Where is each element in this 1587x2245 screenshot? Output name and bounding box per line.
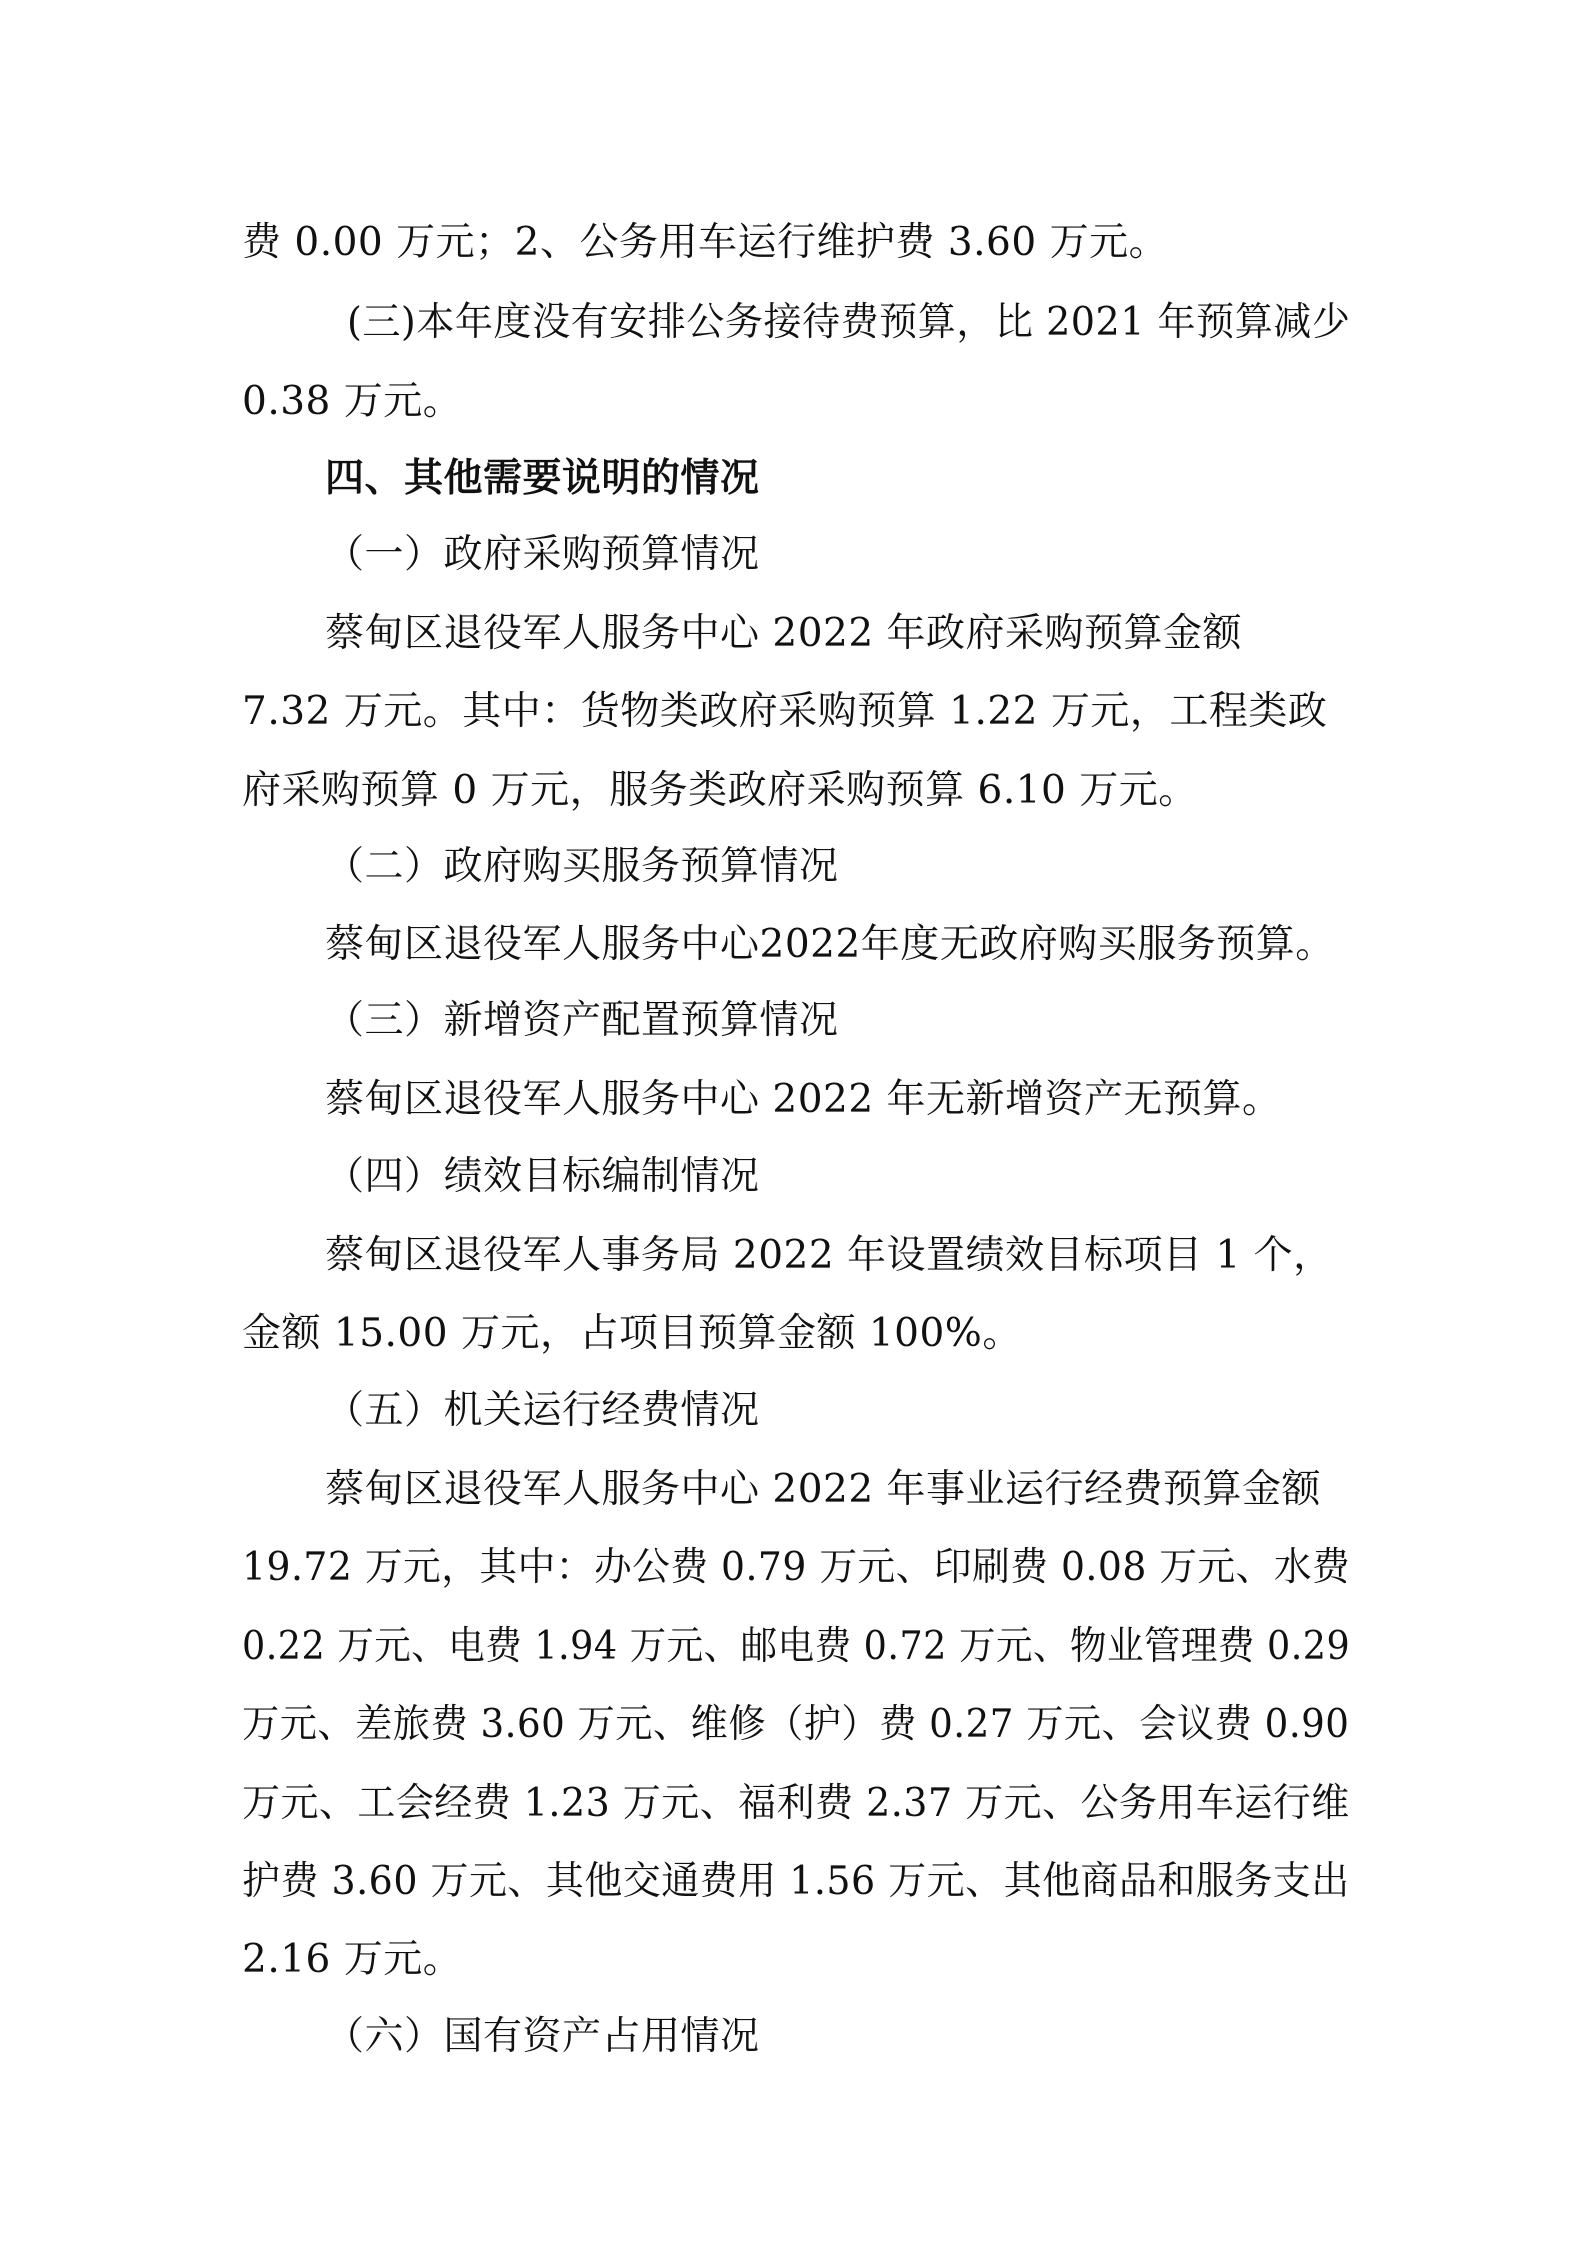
subsection-heading: （一）政府采购预算情况 [325, 532, 760, 577]
paragraph-line: 19.72 万元，其中：办公费 0.79 万元、印刷费 0.08 万元、水费 [242, 1545, 1351, 1590]
subsection-heading: （六）国有资产占用情况 [325, 2014, 760, 2059]
subsection-heading: （四）绩效目标编制情况 [325, 1154, 760, 1199]
paragraph-line: 2.16 万元。 [242, 1937, 463, 1982]
paragraph-line: 0.22 万元、电费 1.94 万元、邮电费 0.72 万元、物业管理费 0.29 [242, 1624, 1351, 1669]
section-heading: 四、其他需要说明的情况 [325, 456, 760, 501]
paragraph-line: 0.38 万元。 [242, 379, 463, 424]
subsection-heading: （五）机关运行经费情况 [325, 1388, 760, 1433]
paragraph-line: 蔡甸区退役军人服务中心 2022 年政府采购预算金额 [325, 611, 1243, 656]
paragraph-line: 蔡甸区退役军人事务局 2022 年设置绩效目标项目 1 个， [325, 1233, 1333, 1278]
subsection-heading: （三）新增资产配置预算情况 [325, 998, 839, 1043]
paragraph-line: 万元、差旅费 3.60 万元、维修（护）费 0.27 万元、会议费 0.90 [242, 1702, 1350, 1747]
subsection-heading: （二）政府购买服务预算情况 [325, 844, 839, 889]
paragraph-line: 7.32 万元。其中：货物类政府采购预算 1.22 万元，工程类政 [242, 689, 1328, 734]
paragraph-line: 费 0.00 万元；2、公务用车运行维护费 3.60 万元。 [242, 220, 1169, 265]
paragraph-line: 护费 3.60 万元、其他交通费用 1.56 万元、其他商品和服务支出 [242, 1859, 1350, 1904]
paragraph-line: (三)本年度没有安排公务接待费预算，比 2021 年预算减少 [347, 300, 1351, 345]
paragraph-line: 蔡甸区退役军人服务中心 2022 年事业运行经费预算金额 [325, 1467, 1322, 1512]
paragraph-line: 万元、工会经费 1.23 万元、福利费 2.37 万元、公务用车运行维 [242, 1781, 1350, 1826]
paragraph-line: 金额 15.00 万元，占项目预算金额 100%。 [242, 1311, 1022, 1356]
paragraph-line: 府采购预算 0 万元，服务类政府采购预算 6.10 万元。 [242, 768, 1198, 813]
paragraph-line: 蔡甸区退役军人服务中心 2022 年无新增资产无预算。 [325, 1077, 1282, 1122]
paragraph-line: 蔡甸区退役军人服务中心2022年度无政府购买服务预算。 [325, 922, 1335, 967]
